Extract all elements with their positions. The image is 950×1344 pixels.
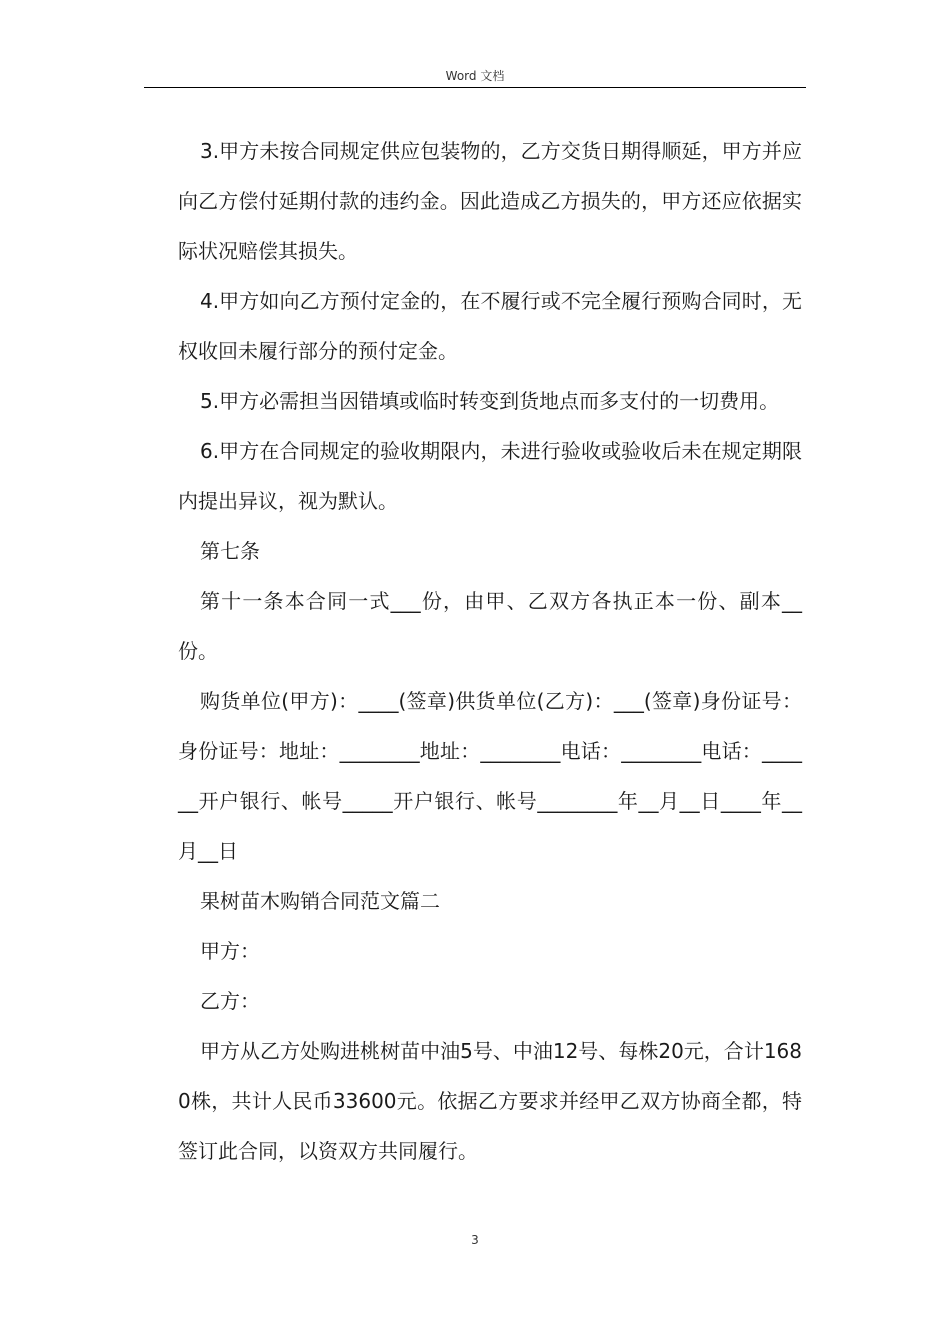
contract-sample-two-title: 果树苗木购销合同范文篇二 bbox=[200, 889, 440, 913]
signature-block-paragraph: 购货单位(甲方)：____(签章)供货单位(乙方)：___(签章)身份证号：身份证号：地址：________地址：________电话：________电话：______开户银行、帐号_____开户银行、帐号________年__月__日____年__月__日 bbox=[178, 689, 802, 863]
document-body bbox=[178, 126, 802, 1176]
clause-3-paragraph: 3.甲方未按合同规定供应包装物的，乙方交货日期得顺延，甲方并应向乙方偿付延期付款的违约金。因此造成乙方损失的，甲方还应依据实际状况赔偿其损失。 bbox=[178, 139, 802, 263]
purchase-terms-paragraph: 甲方从乙方处购进桃树苗中油5号、中油12号、每株20元，合计1680株，共计人民币33600元。依据乙方要求并经甲乙双方协商全都，特签订此合同，以资双方共同履行。 bbox=[178, 1039, 802, 1163]
clause-4-paragraph: 4.甲方如向乙方预付定金的，在不履行或不完全履行预购合同时，无权收回未履行部分的预付定金。 bbox=[178, 289, 802, 363]
party-a-label: 甲方： bbox=[200, 939, 260, 963]
article-eleven-paragraph: 第十一条本合同一式___份，由甲、乙双方各执正本一份、副本__份。 bbox=[178, 589, 802, 663]
clause-6-paragraph: 6.甲方在合同规定的验收期限内，未进行验收或验收后未在规定期限内提出异议，视为默认。 bbox=[178, 439, 802, 513]
article-seven-heading: 第七条 bbox=[200, 539, 260, 563]
header-divider bbox=[144, 87, 806, 88]
clause-5-paragraph: 5.甲方必需担当因错填或临时转变到货地点而多支付的一切费用。 bbox=[200, 389, 780, 413]
party-b-label: 乙方： bbox=[200, 989, 260, 1013]
page-header: Word 文档 bbox=[445, 69, 505, 83]
page-number: 3 bbox=[471, 1233, 479, 1247]
